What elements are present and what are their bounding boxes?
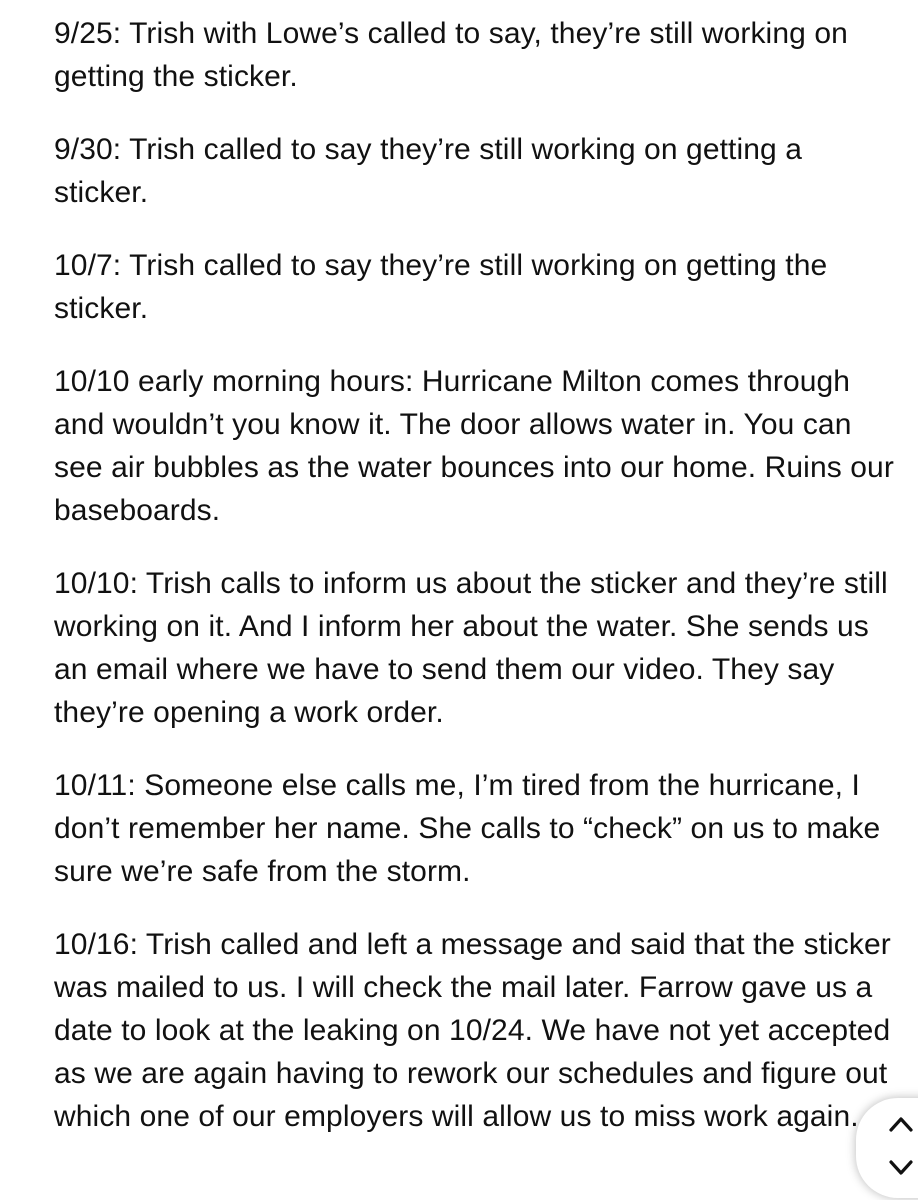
chevron-down-icon[interactable] bbox=[886, 1152, 916, 1182]
notes-body bbox=[54, 12, 894, 1168]
note-entry: 10/11: Someone else calls me, I’m tired from the hurricane, I don’t remember her name. She calls to “check” on us to make sure we’re safe from the storm. bbox=[54, 769, 881, 888]
chevron-up-icon[interactable] bbox=[886, 1110, 916, 1140]
note-entry: 10/10 early morning hours: Hurricane Milton comes through and wouldn’t you know it. The door allows water in. You can see air bubbles as the water bounces into our home. Ruins our baseboards. bbox=[54, 365, 894, 527]
note-entry: 9/30: Trish called to say they’re still working on getting a sticker. bbox=[54, 133, 803, 209]
note-entry: 9/25: Trish with Lowe’s called to say, they’re still working on getting the sticker. bbox=[54, 17, 848, 93]
note-entry: 10/16: Trish called and left a message and said that the sticker was mailed to us. I will check the mail later. Farrow gave us a date to look at the leaking on 10/24. We have not yet accepted as we are again having to rework our schedules and figure out which one of our employers will allow us to miss work again. bbox=[54, 928, 891, 1133]
scroll-controls bbox=[856, 1098, 918, 1198]
note-entry: 10/7: Trish called to say they’re still working on getting the sticker. bbox=[54, 249, 828, 325]
note-entry: 10/10: Trish calls to inform us about the sticker and they’re still working on it. And I inform her about the water. She sends us an email where we have to send them our video. They say they’re opening a work order. bbox=[54, 567, 888, 729]
